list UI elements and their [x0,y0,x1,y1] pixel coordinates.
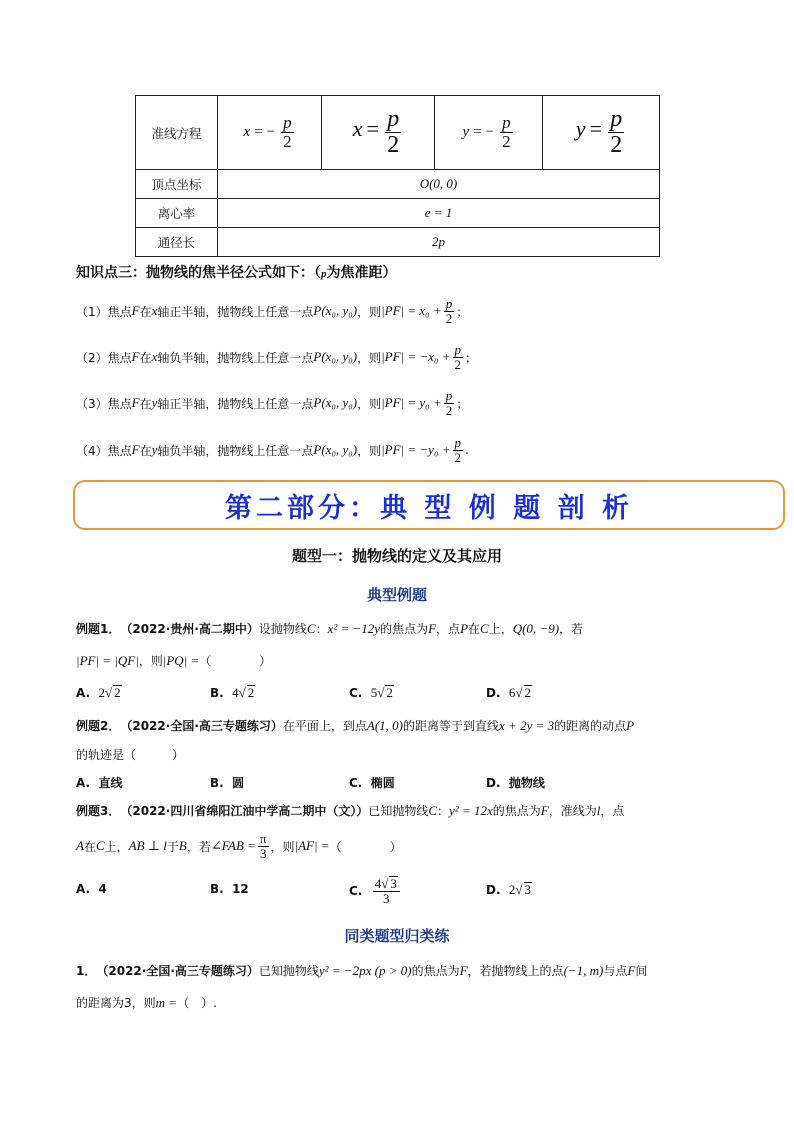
directrix-cell-1: x = − $\frac{p}{2}$ [218,96,322,170]
practice-1-line-2: 的距离为3，则 m = （ ）. [76,994,217,1010]
example-1-option-b[interactable]: B. 4 √ 2 [210,685,255,701]
table-row-eccentricity [136,199,660,228]
example-1-option-a[interactable]: A. 2 √ 2 [76,685,121,701]
example-2-option-c[interactable]: C. 椭圆 [349,775,395,790]
example-2-line-1: 例题2． （2022·全国·高三专题练习） 在平面上，到点 A(1, 0) 的距离等于到直线 x + 2y = 3 的距离的动点 P [76,717,635,733]
example-3-option-b[interactable]: B. 12 [210,882,249,896]
example-1-option-c[interactable]: C. 5 √ 2 [349,685,393,701]
knowledge-point-heading: 知识点三：抛物线的焦半径公式如下：（p为焦准距） [76,265,397,281]
typical-examples-heading: 典型例题 [366,586,427,604]
directrix-cell-2: x = $\frac{p}{2}$ [322,96,435,170]
directrix-cell-3: y = − $\frac{p}{2}$ [435,96,543,170]
section-banner-title: 第二部分：典 型 例 题 剖 析 [225,492,633,524]
directrix-label: 准线方程 [136,96,218,170]
practice-heading: 同类题型归类练 [344,927,450,945]
example-3-option-c[interactable]: C. $\frac{4√ 3}{3}$ [349,876,402,906]
formula-line-3: （3）焦点 F 在 y 轴正半轴，抛物线上任意一点 P(x₀, y₀) ，则 |PF| = y₀ + $\frac{p}{2}$ ； [76,387,469,418]
latus-rectum-value: 2p [218,228,660,257]
formula-line-2: （2）焦点 F 在 x 轴负半轴，抛物线上任意一点 P(x₀, y₀) ，则 |PF| = −x₀ + $\frac{p}{2}$ ； [76,341,478,372]
directrix-cell-4: y = $\frac{p}{2}$ [543,96,660,170]
example-3-option-a[interactable]: A. 4 [76,882,107,896]
example-1-line-2: |PF| = |QF| ，则 |PQ| = （ ） [76,652,272,668]
eccentricity-value: e = 1 [218,199,660,228]
latus-rectum-label: 通径长 [136,228,218,257]
table-row-vertex [136,170,660,199]
example-2-line-2: 的轨迹是（ ） [76,748,185,762]
practice-1-line-1: 1． （2022·全国·高三专题练习） 已知抛物线 y² = −2px (p > 0) 的焦点为 F ，若抛物线上的点 (−1, m) 与点 F 间 [76,962,648,978]
vertex-label: 顶点坐标 [136,170,218,199]
example-1-line-1: 例题1． （2022·贵州·高二期中） 设抛物线 C ： x² = −12y 的焦点为 F ，点 P 在 C 上， Q(0, −9) ，若 [76,620,584,636]
eccentricity-label: 离心率 [136,199,218,228]
formula-line-1: （1）焦点 F 在 x 轴正半轴，抛物线上任意一点 P(x₀, y₀) ，则 |PF| = x₀ + $\frac{p}{2}$ ； [76,295,469,326]
example-2-option-a[interactable]: A. 直线 [76,775,123,790]
type-heading: 题型一：抛物线的定义及其应用 [291,547,502,565]
example-3-option-d[interactable]: D. 2 √ 3 [486,882,532,898]
table-row-directrix [136,96,660,170]
formula-line-4: （4）焦点 F 在 y 轴负半轴，抛物线上任意一点 P(x₀, y₀) ，则 |PF| = −y₀ + $\frac{p}{2}$ . [76,434,469,465]
section-banner [73,480,785,530]
table-row-latus-rectum [136,228,660,257]
example-2-option-d[interactable]: D. 抛物线 [486,775,545,790]
example-1-option-d[interactable]: D. 6 √ 2 [486,685,532,701]
example-3-line-2: A 在 C 上， AB ⊥ l 于 B ，若 ∠FAB = $\frac{\pi}{3}$ ，则 |AF| = （ ） [76,830,402,861]
parabola-properties-table [135,95,660,257]
example-2-option-b[interactable]: B. 圆 [210,775,245,790]
example-3-line-1: 例题3． （2022·四川省绵阳江油中学高二期中（文）） 已知抛物线 C ： y² = 12x 的焦点为 F ，准线为 l ，点 [76,802,625,818]
vertex-value: O(0, 0) [218,170,660,199]
